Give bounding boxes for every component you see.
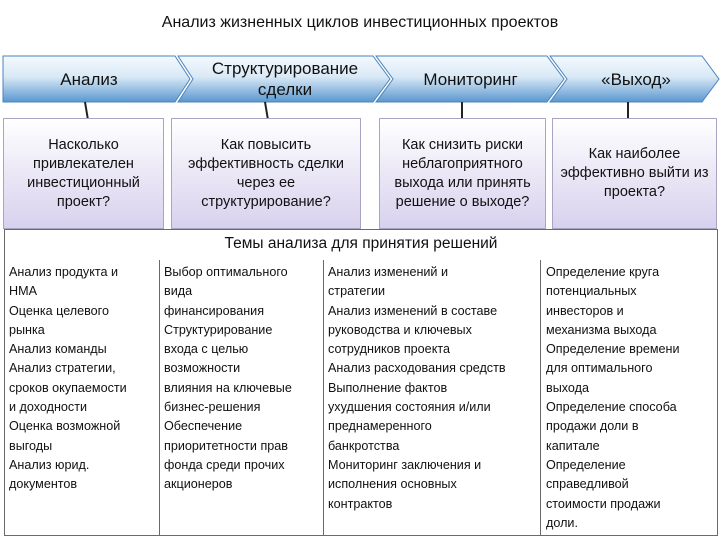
topic-line: Оценка возможной xyxy=(9,419,121,434)
column-divider xyxy=(159,260,160,535)
topic-line: Анализ изменений и xyxy=(328,265,449,279)
topics-panel xyxy=(4,229,718,536)
topic-line: инвесторов и xyxy=(546,303,624,318)
topic-line: выхода xyxy=(546,380,589,395)
topic-line: Анализ юрид. xyxy=(9,457,90,472)
topic-line: справедливой xyxy=(546,477,629,492)
stage-label-analysis: Анализ xyxy=(60,69,118,89)
topic-line: фонда среди прочих xyxy=(164,457,285,472)
topic-line: Определение круга xyxy=(546,265,660,279)
topic-line: Выбор оптимального xyxy=(164,265,288,279)
topic-line: сотрудников проекта xyxy=(328,342,450,357)
stage-label-exit: «Выход» xyxy=(601,69,671,89)
topics-column-structuring xyxy=(164,263,292,495)
topic-line: исполнения основных xyxy=(328,477,457,492)
topic-line: акционеров xyxy=(164,477,233,492)
column-divider xyxy=(540,260,541,535)
stage-label-monitoring: Мониторинг xyxy=(423,69,518,89)
topic-line: Анализ изменений в составе xyxy=(328,303,498,318)
topic-line: документов xyxy=(9,477,78,492)
topic-line: приоритетности прав xyxy=(164,438,288,453)
topic-line: стоимости продажи xyxy=(546,496,661,511)
topic-line: капитале xyxy=(546,438,600,453)
topic-line: Анализ стратегии, xyxy=(9,361,116,376)
topics-column-monitoring xyxy=(328,263,506,514)
topic-line: Определение времени xyxy=(546,342,680,357)
question-box-exit: Как наиболее эффективно выйти из проекта? xyxy=(552,118,717,229)
topic-line: НМА xyxy=(9,284,37,299)
topic-line: ухудшения состояния и/или xyxy=(328,400,491,415)
topics-column-analysis xyxy=(9,263,127,495)
topic-line: возможности xyxy=(164,361,241,376)
topic-line: Обеспечение xyxy=(164,419,243,434)
topic-line: бизнес-решения xyxy=(164,400,261,415)
topic-line: вида xyxy=(164,284,193,299)
topic-line: сроков окупаемости xyxy=(9,380,127,395)
topic-line: Анализ продукта и xyxy=(9,265,119,279)
topic-line: Структурирование xyxy=(164,322,273,337)
topic-line: механизма выхода xyxy=(546,322,657,337)
topic-line: Определение способа xyxy=(546,400,677,415)
topic-line: Мониторинг заключения и xyxy=(328,457,482,472)
topic-line: доли. xyxy=(546,515,578,530)
topic-line: финансирования xyxy=(164,303,265,318)
topic-line: Оценка целевого xyxy=(9,303,109,318)
topic-line: выгоды xyxy=(9,438,53,453)
topic-line: входа с целью xyxy=(164,342,249,357)
column-divider xyxy=(323,260,324,535)
topic-line: руководства и ключевых xyxy=(328,322,472,337)
topic-line: продажи доли в xyxy=(546,419,639,434)
topic-line: для оптимального xyxy=(546,361,653,376)
topic-line: и доходности xyxy=(9,400,88,415)
question-box-structuring: Как повысить эффективность сделки через ее структурирование? xyxy=(171,118,361,229)
topic-line: Анализ команды xyxy=(9,342,107,357)
topics-title: Темы анализа для принятия решений xyxy=(224,235,498,252)
question-box-analysis: Насколько привлекателен инвестиционный проект? xyxy=(3,118,164,229)
topic-line: рынка xyxy=(9,322,45,337)
topic-line: Определение xyxy=(546,457,626,472)
stage-label-structuring: Структурирование сделки xyxy=(211,59,359,99)
topic-line: влияния на ключевые xyxy=(164,380,292,395)
topic-line: стратегии xyxy=(328,284,386,299)
topics-column-exit xyxy=(546,263,679,533)
diagram-title: Анализ жизненных циклов инвестиционных проектов xyxy=(161,14,559,31)
topic-line: потенциальных xyxy=(546,284,637,299)
question-box-monitoring: Как снизить риски неблагоприятного выхода или принять решение о выходе? xyxy=(379,118,546,229)
topic-line: контрактов xyxy=(328,496,393,511)
topic-line: Анализ расходования средств xyxy=(328,361,506,376)
topic-line: Выполнение фактов xyxy=(328,380,448,395)
topic-line: преднамеренного xyxy=(328,419,432,434)
topic-line: банкротства xyxy=(328,438,400,453)
